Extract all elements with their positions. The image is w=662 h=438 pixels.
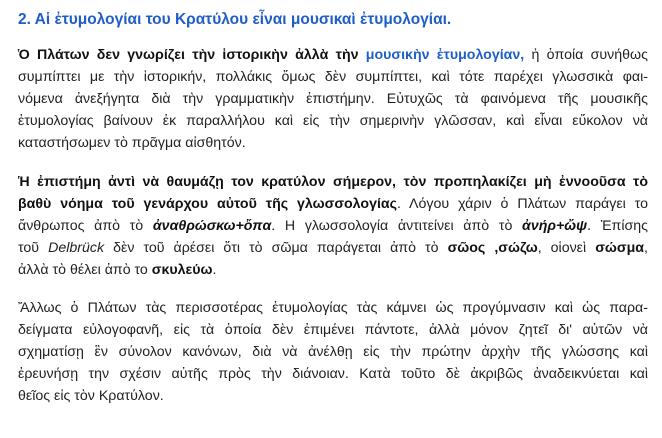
text-run: , οἱονεὶ	[537, 240, 587, 256]
etymology-term: σκυλεύω	[151, 262, 213, 278]
etymology-term: σῶος ,σώζω	[447, 240, 538, 256]
paragraph-3	[18, 297, 648, 407]
paragraph-line: νόμενα ἀνεξήγητα διὰ τὴν γραμματικὴν ἐπιστήμην. Εὐτυχῶς τὰ φαινόμενα τῆς μουσικῆς	[18, 91, 648, 107]
paragraph-line: Ἄλλως ὁ Πλάτων τὰς περισσοτέρας ἐτυμολογίας τὰς κάμνει ὡς προγύμνασιν καὶ ὡς παρα-	[18, 300, 648, 316]
text-run: ἄνθρωπος ἀπὸ τὸ	[18, 218, 144, 234]
text-run: . Ἐπίσης	[587, 218, 648, 234]
paragraph-line: θεῖος εἰς τὸν Κρατύλον.	[18, 388, 164, 404]
highlighted-term: μουσικὴν ἐτυμολογίαν,	[365, 47, 525, 63]
paragraph-line: Ἡ ἐπιστήμη ἀντὶ νὰ θαυμάζῃ τον κρατύλον σήμερον, τὸν προπηλακίζει μὴ ἐννοοῦσα τὸ	[18, 174, 648, 190]
paragraph-line: σχηματίσῃ ἓν σύνολον κανόνων, διὰ νὰ ἀνέλθῃ εἰς τὴν πρώτην ἀρχὴν τῆς γλώσσης καὶ	[18, 344, 648, 360]
text-run: . Λόγου χάριν ὁ Πλάτων παράγει το	[397, 196, 648, 212]
author-name: Delbrück	[48, 240, 105, 256]
text-run: .	[212, 262, 217, 278]
etymology-term: ἀνήρ+ὤψ	[522, 218, 588, 234]
text-run: δὲν τοῦ ἀρέσει ὅτι τὸ σῶμα παράγεται ἀπὸ τὸ	[113, 240, 439, 256]
text-run: ἡ ὁποία συνήθως	[531, 47, 648, 63]
section-number: 2.	[18, 11, 31, 28]
paragraph-line: καταστήσωμεν τὸ πρᾶγμα αἰσθητόν.	[18, 135, 246, 151]
paragraph-line: ἐρευνήσῃ την σχέσιν αὐτῆς πρὸς τὴν διάνοιαν. Κατὰ τοῦτο δὲ ἀκριβῶς ἀναδεικνύεται καὶ	[18, 366, 648, 382]
paragraph-line	[18, 215, 648, 237]
paragraph-line: συμπίπτει με τὴν ἱστορικήν, πολλάκις ὅμως δὲν συμπίπτει, καὶ τότε παρέχει γλωσσικὰ φαι-	[18, 69, 648, 85]
text-run: τοῦ	[18, 240, 40, 256]
paragraph-line	[18, 193, 648, 215]
paragraph-1	[18, 44, 648, 154]
paragraph-line: δείγματα εὐλογοφανῆ, εἰς τὰ ὁποία δὲν ἐπιμένει πάντοτε, ἀλλὰ μόνον ζητεῖ δι' αὐτῶν νὰ	[18, 322, 648, 338]
paragraph-line	[18, 259, 648, 281]
section-heading	[18, 10, 648, 30]
text-run: ἀλλὰ τὸ θέλει ἀπὸ το	[18, 262, 148, 278]
bold-phrase: βαθὺ νόημα τοῦ γενάρχου αὐτοῦ τῆς γλωσσολογίας	[18, 196, 397, 212]
paragraph-line	[18, 237, 648, 259]
text-run: ,	[644, 240, 648, 256]
paragraph-line	[18, 44, 648, 66]
etymology-term: σώσμα	[595, 240, 645, 256]
paragraph-2	[18, 171, 648, 281]
bold-phrase: Ὁ Πλάτων δεν γνωρίζει τὴν ἱστορικὴν ἀλλὰ τὴν	[18, 47, 359, 63]
section-title: Αἱ ἐτυμολογίαι του Κρατύλου εἶναι μουσικαὶ ἐτυμολογίαι.	[34, 11, 452, 28]
paragraph-line: ἐτυμολογίας βαίνουν ἐκ παραλλήλου καὶ εἰς τὴν σημερινὴν γλῶσσαν, καὶ εἶναι εὔκολον νὰ	[18, 113, 648, 129]
text-run: . Η γλωσσολογία ἀντιτείνει ἀπὸ τὸ	[271, 218, 513, 234]
etymology-term: ἀναθρώσκω+ὄπα	[152, 218, 272, 234]
